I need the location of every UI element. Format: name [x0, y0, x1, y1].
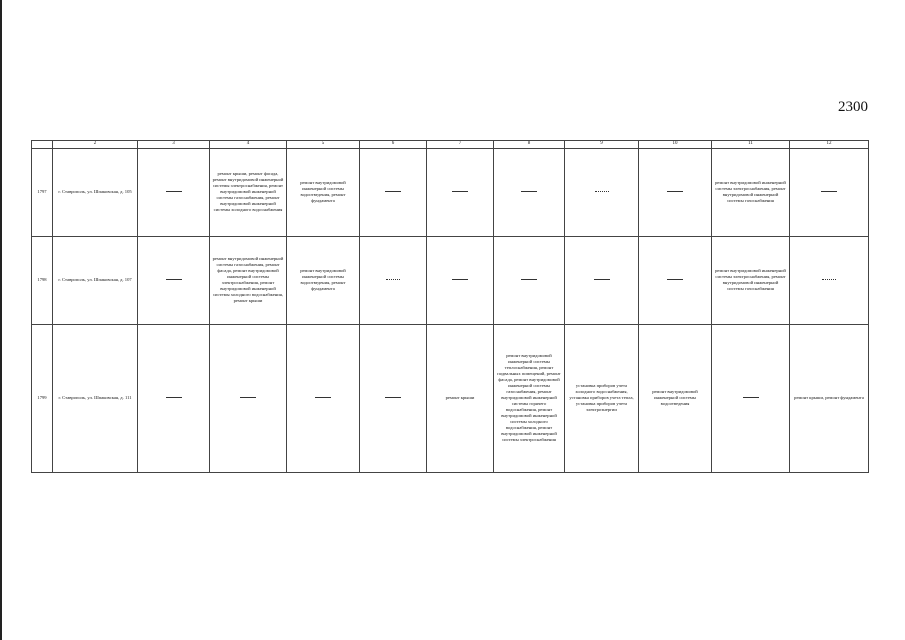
- col-header: 10: [639, 141, 712, 149]
- table-row: [32, 324, 869, 472]
- column-number-row: [32, 141, 869, 149]
- dash-mark: [385, 397, 401, 398]
- empty-cell: [427, 236, 494, 324]
- empty-cell: [494, 148, 565, 236]
- col-header: 12: [790, 141, 869, 149]
- repair-schedule-table: [31, 140, 869, 473]
- dash-mark: [385, 191, 401, 192]
- address-cell: г. Ставрополь, ул. Шпаковская, д. 105: [53, 148, 138, 236]
- work-cell: ремонт внутридомовой инженерной системы водоотведения, ремонт фундамента: [287, 148, 360, 236]
- empty-cell: [790, 236, 869, 324]
- page-number: 2300: [838, 99, 868, 115]
- dash-mark: [821, 191, 837, 192]
- empty-cell: [138, 236, 210, 324]
- row-number: 1799: [32, 324, 53, 472]
- col-header: 11: [712, 141, 790, 149]
- empty-cell: [360, 148, 427, 236]
- empty-cell: [427, 148, 494, 236]
- empty-cell: [712, 324, 790, 472]
- dash-mark: [822, 279, 836, 280]
- work-cell: ремонт внутридомовой инженерной системы газоснабжения, ремонт фасада, ремонт внутридомовой инженерной системы электроснабжения, ремонт внутридомовой инженерной системы холодного водоснабжения, ремонт крыши: [210, 236, 287, 324]
- empty-cell: [210, 324, 287, 472]
- col-header: 2: [53, 141, 138, 149]
- dash-mark: [667, 279, 683, 280]
- work-cell: ремонт внутридомовой инженерной системы водоотведения: [639, 324, 712, 472]
- scan-left-edge: [0, 0, 2, 640]
- empty-cell: [494, 236, 565, 324]
- address-cell: г. Ставрополь, ул. Шпаковская, д. 107: [53, 236, 138, 324]
- work-cell: установка приборов учета холодного водоснабжения, установка приборов учета тепла, установка приборов учета электроэнергии: [565, 324, 639, 472]
- dash-mark: [166, 397, 182, 398]
- work-cell: ремонт внутридомовой инженерной системы водоотведения, ремонт фундамента: [287, 236, 360, 324]
- col-header: 6: [360, 141, 427, 149]
- dash-mark: [595, 191, 609, 192]
- col-header: 9: [565, 141, 639, 149]
- empty-cell: [565, 148, 639, 236]
- dash-mark: [452, 191, 468, 192]
- empty-cell: [287, 324, 360, 472]
- dash-mark: [240, 397, 256, 398]
- table-row: [32, 148, 869, 236]
- col-header: 5: [287, 141, 360, 149]
- row-number: 1797: [32, 148, 53, 236]
- col-header: 8: [494, 141, 565, 149]
- table-row: [32, 236, 869, 324]
- dash-mark: [521, 191, 537, 192]
- dash-mark: [452, 279, 468, 280]
- empty-cell: [639, 236, 712, 324]
- work-cell: ремонт крыши: [427, 324, 494, 472]
- address-cell: г. Ставрополь, ул. Шпаковская, д. 111: [53, 324, 138, 472]
- work-cell: ремонт крыши, ремонт фасада, ремонт внутридомовой инженерной системы электроснабжения, ремонт внутридомовой инженерной системы газоснабжения, ремонт внутридомовой инженерной системы холодного водоснабжения: [210, 148, 287, 236]
- empty-cell: [138, 324, 210, 472]
- dash-mark: [521, 279, 537, 280]
- empty-cell: [565, 236, 639, 324]
- dash-mark: [594, 279, 610, 280]
- empty-cell: [360, 324, 427, 472]
- dash-mark: [743, 397, 759, 398]
- col-header: 7: [427, 141, 494, 149]
- dash-mark: [166, 191, 182, 192]
- work-cell: ремонт крыши, ремонт фундамента: [790, 324, 869, 472]
- dash-mark: [386, 279, 400, 280]
- empty-cell: [138, 148, 210, 236]
- col-header: 4: [210, 141, 287, 149]
- work-cell: ремонт внутридомовой инженерной системы теплоснабжения, ремонт подвальных помещений, ремонт фасада, ремонт внутридомовой инженерной системы газоснабжения, ремонт внутридомовой инженерной системы горячего водоснабжения, ремонт внутридомовой инженерной системы холодного водоснабжения, ремонт внутридомовой инженерной системы электроснабжения: [494, 324, 565, 472]
- dash-mark: [315, 397, 331, 398]
- dash-mark: [667, 191, 683, 192]
- work-cell: ремонт внутридомовой инженерной системы электроснабжения, ремонт внутридомовой инженерной системы газоснабжения: [712, 148, 790, 236]
- work-cell: ремонт внутридомовой инженерной системы электроснабжения, ремонт внутридомовой инженерной системы газоснабжения: [712, 236, 790, 324]
- row-number: 1798: [32, 236, 53, 324]
- col-header: 3: [138, 141, 210, 149]
- empty-cell: [790, 148, 869, 236]
- empty-cell: [639, 148, 712, 236]
- empty-cell: [360, 236, 427, 324]
- col-header: [32, 141, 53, 149]
- dash-mark: [166, 279, 182, 280]
